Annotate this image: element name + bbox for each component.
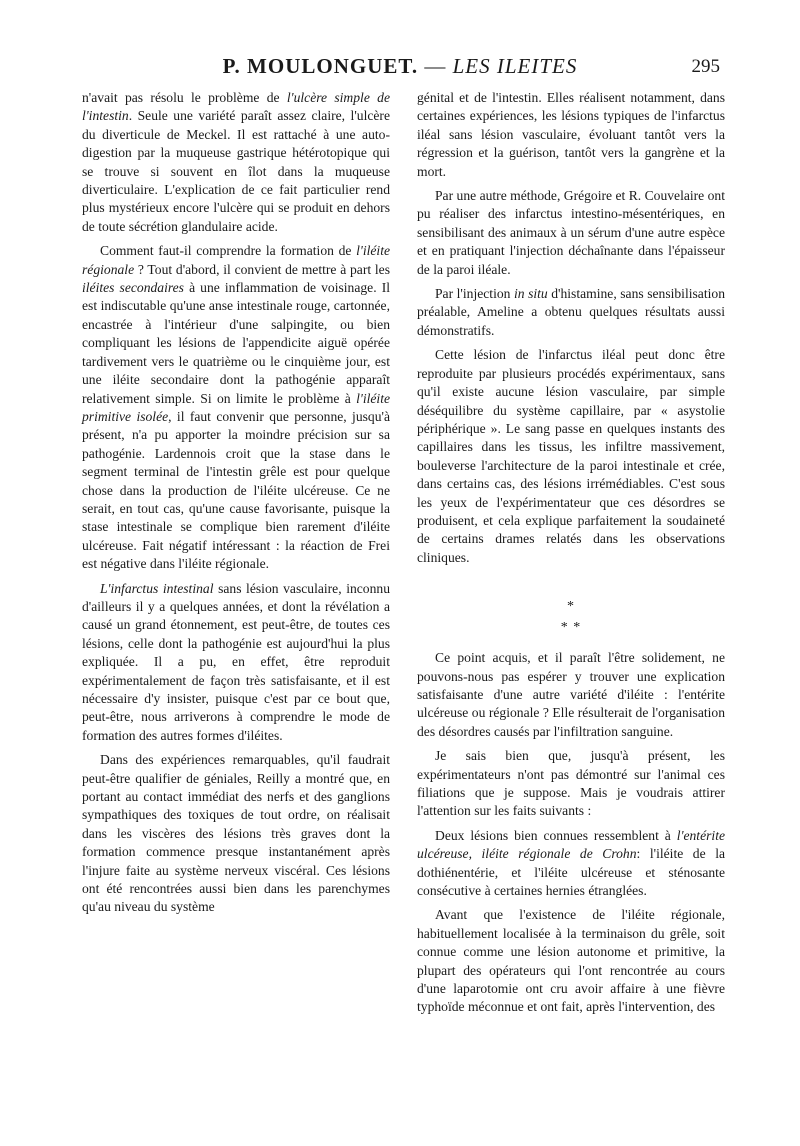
body-text: . Seule une variété paraît assez claire, l'ulcère du diverticule de Meckel. Il est rattaché à une auto-digestion par la muqueuse gastrique hétérotopique qui se trouve si souvent en îlot dans la muqueuse diverticulaire. L'explication de ce fait particulier rend plus mystérieux encore l'ulcère qui se produit en dehors de toute sécrétion glandulaire acide. <box>82 108 390 234</box>
body-text: Comment faut-il comprendre la formation de <box>100 243 357 259</box>
body-text: à une inflammation de voisinage. Il est indiscutable qu'une anse intestinale rouge, cartonnée, encastrée à l'intérieur d'une salpingite, ou bien compliquant les lésions de l'appendicite aiguë opérée tardivement vers le quatrième ou le cinquième jour, est une iléite secondaire dont la pathogénie apparaît relativement simple. Si on limite le problème à <box>82 280 391 406</box>
header-dash: — <box>418 54 453 78</box>
body-text: Deux lésions bien connues ressemblent à <box>435 827 677 843</box>
article-title: LES ILEITES <box>452 54 578 78</box>
paragraph <box>417 827 725 901</box>
body-text: d'histamine, sans sensibilisation préalable, Ameline a obtenu quelques résultats aussi démonstratifs. <box>417 286 725 338</box>
body-text: Dans des expériences remarquables, qu'il faudrait peut-être qualifier de géniales, Reilly a montré que, en portant au contact immédiat des nerfs et des ganglions sympathiques des toxiques de tout ordre, on réalisait dans les viscères des lésions très graves dont la formation commence presque instantanément après l'injure faite au système nerveux viscéral. Ces lésions ont été rencontrées aussi bien dans les parenchymes qu'au niveau du système <box>82 752 390 915</box>
body-text: génital et de l'intestin. Elles réalisent notamment, dans certaines expériences, les lésions typiques de l'infarctus iléal sans lésion vasculaire, évoluant tantôt vers la régression et la guérison, tantôt vers la gangrène et la mort. <box>417 90 725 179</box>
italic-text: L'infarctus intestinal <box>100 580 214 596</box>
author-name: P. MOULONGUET. <box>222 54 419 78</box>
left-column <box>82 89 390 923</box>
right-column-bottom <box>417 649 725 1017</box>
paragraph <box>417 187 725 279</box>
paragraph <box>82 89 390 236</box>
italic-text: iléites secondaires <box>82 280 184 296</box>
body-text: : l'iléite de la dothiénentérie, et l'iléite ulcéreuse et sténosante consécutive à certaines hernies étranglées. <box>417 846 725 899</box>
body-text: Avant que l'existence de l'iléite régionale, habituellement localisée à la terminaison du grêle, soit connue comme une lésion autonome et primitive, la plupart des opérateurs qui l'ont rencontrée au cours d'une laparotomie ont cru avoir affaire à une fièvre typhoïde méconnue et ont fait, après l'intervention, des <box>417 907 725 1015</box>
paragraph <box>82 242 390 573</box>
italic-text: l'iléite régionale <box>82 243 390 277</box>
body-text: Par une autre méthode, Grégoire et R. Couvelaire ont pu réaliser des infarctus intestino-mésentériques, en sensibilisant des animaux à un sérum d'une autre espèce et en pratiquant l'injection déchaînante dans l'épaisseur de la paroi iléale. <box>417 188 725 277</box>
paragraph <box>82 580 390 746</box>
body-text: , il faut convenir que personne, jusqu'à présent, n'a pu apporter la moindre précision sur sa pathogénie. Lardennois croit que la stase dans le segment terminal de l'intestin grêle est pour quelque chose dans la production de l'iléite ulcéreuse. Ce ne serait, en tout cas, qu'une cause favorisante, puisque la stase intestinale se complique bien rarement d'iléite ulcéreuse. Fait négatif intéressant : la réaction de Frei est négative dans l'iléite régionale. <box>82 408 391 572</box>
italic-text: l'entérite ulcéreuse, iléite régionale de Crohn <box>417 827 725 862</box>
body-text: sans lésion vasculaire, inconnu d'ailleurs il y a quelques années, et dont la révélation a causé un grand étonnement, est peut-être, de toutes ces lésions, celle dont la pathogénie est aujourd'hui la plus expliquée. Il a pu, en effet, être reproduit expérimentalement de façon très satisfaisante, et il est nécessaire d'y insister, puisque c'est par ce bout que, peut-être, nous arriverons à comprendre le mode de formation des autres formes d'iléites. <box>82 580 390 743</box>
separator-stars-bottom: * * <box>560 620 582 636</box>
paragraph <box>417 285 725 340</box>
italic-text: l'iléite primitive isolée <box>82 390 390 424</box>
body-text: ? Tout d'abord, il convient de mettre à part les <box>134 261 390 277</box>
running-header <box>80 54 720 84</box>
running-head <box>80 54 720 79</box>
page-number: 295 <box>691 56 720 77</box>
section-separator <box>417 589 725 635</box>
body-text: Cette lésion de l'infarctus iléal peut donc être reproduite par plusieurs procédés expérimentaux, sans qu'il existe aucune lésion vasculaire, par simple déséquilibre du système capillaire, par « asystolie périphérique ». Le sang passe en quelques instants des capillaires dans les tissus, les infiltre massivement, bouleverse l'architecture de la paroi intestinale et crée, dans certains cas, des lésions irrémédiables. C'est sous les yeux de l'expérimentateur que ces désordres se produisent, et cela explique parfaitement la soudaineté de certains drames relatés dans les observations cliniques. <box>417 347 725 565</box>
paragraph <box>417 747 725 821</box>
italic-text: in situ <box>513 286 548 302</box>
right-column-top <box>417 89 725 567</box>
paragraph <box>417 346 725 567</box>
right-column <box>417 89 725 1023</box>
body-text: Ce point acquis, et il paraît l'être solidement, ne pouvons-nous pas espérer y trouver une explication satisfaisante d'une autre variété d'iléite : l'entérite ulcéreuse ou régionale ? Elle résulterait de l'organisation des désordres causés par l'infiltration sanguine. <box>417 650 725 739</box>
body-text: n'avait pas résolu le problème de <box>82 90 287 105</box>
italic-text: l'ulcère simple de l'intestin <box>82 90 391 124</box>
paragraph <box>417 649 725 741</box>
body-text: Je sais bien que, jusqu'à présent, les expérimentateurs n'ont pas démontré sur l'animal ces filiations que je suppose. Mais je voudrais attirer l'attention sur les faits suivants : <box>417 748 725 819</box>
body-text: Par l'injection <box>435 286 514 302</box>
paragraph <box>417 906 725 1016</box>
paragraph <box>82 751 390 917</box>
separator-star-top: * <box>567 599 575 615</box>
paragraph <box>417 89 725 181</box>
